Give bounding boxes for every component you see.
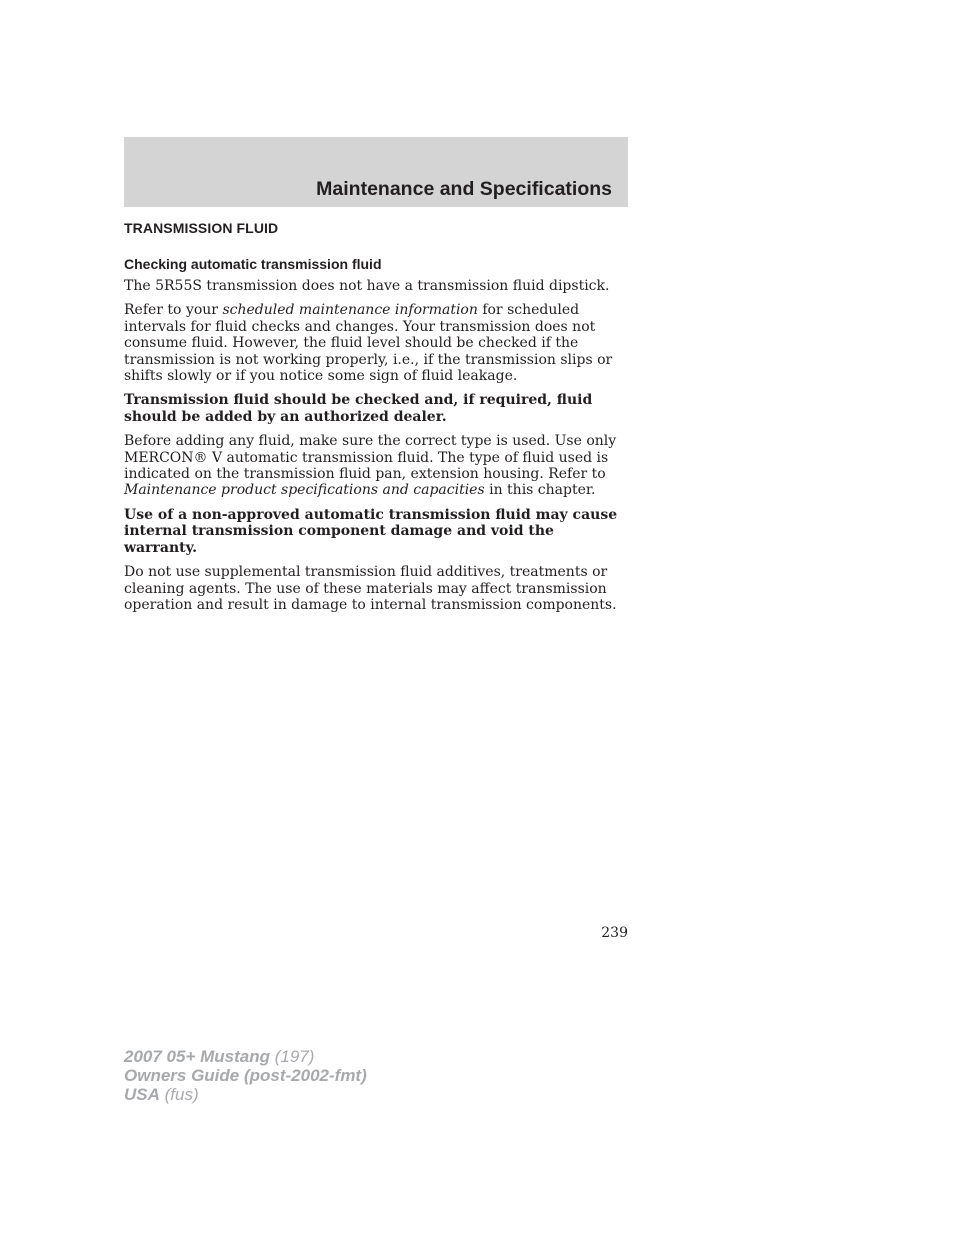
page-number: 239 xyxy=(601,925,628,941)
warning-non-approved-fluid: Use of a non-approved automatic transmission fluid may cause internal transmission component damage and void the warranty. xyxy=(124,506,618,556)
specifications-reference: Maintenance product specifications and capacities xyxy=(124,482,485,499)
paragraph-dipstick: The 5R55S transmission does not have a transmission fluid dipstick. xyxy=(124,278,610,294)
footer-line-region: USA (fus) xyxy=(124,1085,199,1104)
chapter-title: Maintenance and Specifications xyxy=(316,178,612,200)
footer-line-model: 2007 05+ Mustang (197) xyxy=(124,1047,315,1066)
paragraph-additives: Do not use supplemental transmission fluid additives, treatments or cleaning agents. The use of these materials may affect transmission operation and result in damage to internal transmission components. xyxy=(124,564,617,613)
paragraph-fluid-type: Before adding any fluid, make sure the correct type is used. Use only MERCON® V automatic transmission fluid. The type of fluid used is indicated on the transmission fluid pan, extension housing. Refer to Maintenance product specifications and capacities in this chapter. xyxy=(124,433,617,499)
paragraph-refer-schedule: Refer to your scheduled maintenance information for scheduled intervals for fluid checks and changes. Your transmission does not consume fluid. However, the fluid level should be checked if the transmission is not working properly, i.e., if the transmission slips or shifts slowly or if you notice some sign of fluid leakage. xyxy=(124,302,613,385)
section-title: TRANSMISSION FLUID xyxy=(124,220,279,236)
chapter-header-band xyxy=(124,137,628,207)
footer-line-guide: Owners Guide (post-2002-fmt) xyxy=(124,1066,367,1085)
document-footer xyxy=(124,1047,367,1104)
warning-dealer: Transmission fluid should be checked and, if required, fluid should be added by an authorized dealer. xyxy=(124,392,593,425)
schedule-reference: scheduled maintenance information xyxy=(222,302,478,319)
subsection-title: Checking automatic transmission fluid xyxy=(124,256,382,272)
page-content xyxy=(124,220,628,621)
